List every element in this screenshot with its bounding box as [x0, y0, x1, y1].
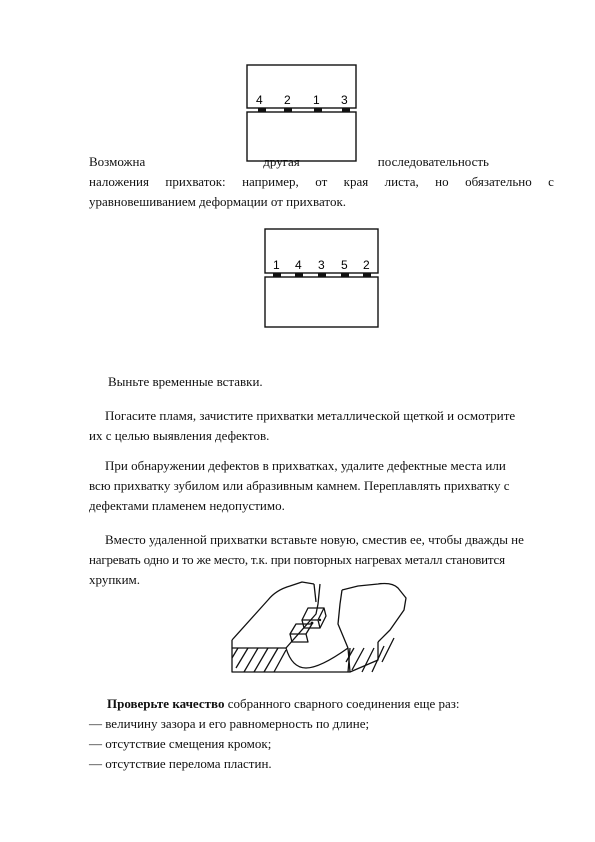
- word: последовательность: [377, 154, 489, 169]
- tack-label: 1: [313, 93, 320, 107]
- tack-label: 1: [273, 258, 280, 272]
- text-line: [89, 172, 554, 192]
- upper-plate: [247, 65, 356, 108]
- word: другая: [263, 154, 300, 169]
- text-line: [89, 694, 554, 714]
- word: но: [435, 174, 449, 189]
- tack-label: 5: [341, 258, 348, 272]
- text-line: [89, 152, 489, 172]
- paragraph-remove-inserts: [108, 372, 263, 392]
- word: прихваток:: [165, 174, 226, 189]
- word: Возможна: [89, 154, 146, 169]
- text-line: их с целью выявления дефектов.: [89, 428, 270, 443]
- bold-phrase: Проверьте качество: [107, 696, 225, 711]
- word: края: [343, 174, 369, 189]
- text-line: нагревать одно и то же место, т.к. при повторных нагревах металл становится: [89, 552, 505, 567]
- tack-sequence-figure-1: [246, 64, 358, 162]
- offset-tack-figure: [228, 580, 410, 676]
- word: с: [548, 174, 554, 189]
- lower-plate: [265, 277, 378, 327]
- text-line: дефектами пламенем недопустимо.: [89, 498, 285, 513]
- text-line: хрупким.: [89, 572, 141, 587]
- tack-label: 2: [284, 93, 291, 107]
- paragraph-alternative-sequence: [89, 152, 554, 212]
- text-line: Вместо удаленной прихватки вставьте новую, сместив ее, чтобы дважды не: [105, 532, 524, 547]
- tack-label: 4: [295, 258, 302, 272]
- tack-label: 2: [363, 258, 370, 272]
- text-line: Погасите пламя, зачистите прихватки металлической щеткой и осмотрите: [105, 408, 516, 423]
- tack-label: 4: [256, 93, 263, 107]
- list-item: — величину зазора и его равномерность по длине;: [89, 716, 370, 731]
- text-line: Выньте временные вставки.: [108, 374, 263, 389]
- tack-label: 3: [341, 93, 348, 107]
- text-line: уравновешиванием деформации от прихваток.: [89, 194, 347, 209]
- paragraph-extinguish-flame: [89, 406, 554, 446]
- word: наложения: [89, 174, 149, 189]
- word: например,: [242, 174, 299, 189]
- tack-sequence-figure-2: [264, 228, 380, 328]
- word: листа,: [384, 174, 419, 189]
- paragraph-defects: [89, 456, 554, 516]
- text-line: При обнаружении дефектов в прихватках, удалите дефектные места или: [105, 458, 506, 473]
- word: обязательно: [465, 174, 532, 189]
- text-line: всю прихватку зубилом или абразивным камнем. Переплавлять прихватку с: [89, 478, 510, 493]
- tack-label: 3: [318, 258, 325, 272]
- text-rest: собранного сварного соединения еще раз:: [224, 696, 460, 711]
- word: от: [315, 174, 328, 189]
- paragraph-check-quality: [89, 694, 554, 714]
- list-item: — отсутствие перелома пластин.: [89, 756, 272, 771]
- list-item: — отсутствие смещения кромок;: [89, 736, 272, 751]
